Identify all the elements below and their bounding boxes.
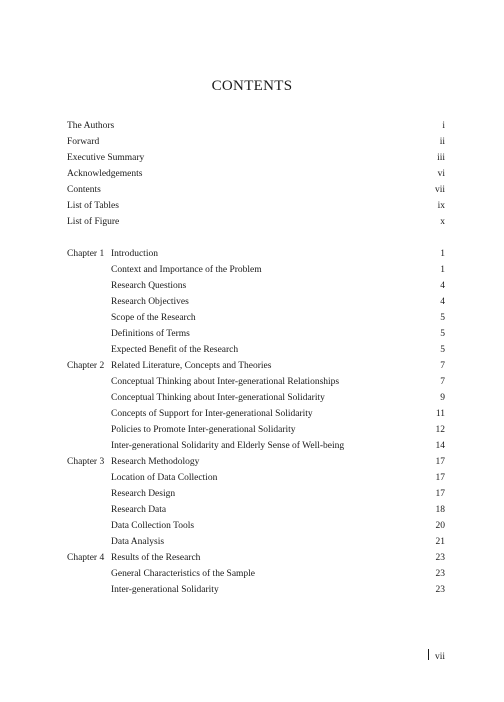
section-entry[interactable] <box>67 486 445 502</box>
toc-entry-label: Acknowledgements <box>67 169 143 179</box>
section-entry[interactable] <box>67 438 445 454</box>
toc-entry[interactable] <box>67 182 445 198</box>
chapter-page: 17 <box>435 457 445 467</box>
section-page: 4 <box>440 281 445 291</box>
section-title: Context and Importance of the Problem <box>111 265 262 275</box>
section-title: Data Collection Tools <box>111 521 195 531</box>
section-title: Scope of the Research <box>111 313 196 323</box>
section-entry[interactable] <box>67 390 445 406</box>
section-page: 5 <box>440 313 445 323</box>
section-page: 18 <box>435 505 445 515</box>
chapter-title: Introduction <box>111 249 158 259</box>
chapter-number: Chapter 3 <box>67 457 105 467</box>
section-title: Research Data <box>111 505 167 515</box>
chapter-title: Related Literature, Concepts and Theories <box>111 361 272 371</box>
section-title: Conceptual Thinking about Inter-generational Solidarity <box>111 393 325 403</box>
toc-entry[interactable] <box>67 198 445 214</box>
chapter-entry[interactable] <box>67 246 445 262</box>
toc-entry-page: i <box>442 121 445 131</box>
section-page: 12 <box>435 425 445 435</box>
section-entry[interactable] <box>67 294 445 310</box>
section-title: Data Analysis <box>111 537 165 547</box>
chapter-title: Research Methodology <box>111 457 200 467</box>
section-page: 21 <box>435 537 445 547</box>
section-title: Inter-generational Solidarity and Elderly Sense of Well-being <box>111 441 345 451</box>
section-title: Definitions of Terms <box>111 329 190 339</box>
toc-entry-label: List of Tables <box>67 201 119 211</box>
chapter-entry[interactable] <box>67 358 445 374</box>
toc-entry-label: List of Figure <box>67 217 120 227</box>
section-title: Research Design <box>111 489 176 499</box>
section-page: 9 <box>440 393 445 403</box>
table-of-contents <box>67 118 445 598</box>
toc-entry[interactable] <box>67 166 445 182</box>
toc-entry-page: iii <box>437 153 445 163</box>
toc-entry-label: Contents <box>67 185 101 195</box>
section-page: 14 <box>435 441 445 451</box>
section-page: 20 <box>435 521 445 531</box>
section-spacer <box>67 230 445 246</box>
section-page: 5 <box>440 329 445 339</box>
section-entry[interactable] <box>67 342 445 358</box>
section-page: 17 <box>435 489 445 499</box>
section-entry[interactable] <box>67 278 445 294</box>
chapter-title: Results of the Research <box>111 553 201 563</box>
toc-entry-page: vii <box>434 185 445 195</box>
chapter-3-group <box>67 454 445 550</box>
chapter-entry[interactable] <box>67 550 445 566</box>
section-title: Policies to Promote Inter-generational Solidarity <box>111 425 296 435</box>
section-entry[interactable] <box>67 470 445 486</box>
section-title: Conceptual Thinking about Inter-generational Relationships <box>111 377 340 387</box>
section-page: 11 <box>435 409 445 419</box>
footer-divider <box>428 649 429 660</box>
section-entry[interactable] <box>67 502 445 518</box>
chapter-number: Chapter 4 <box>67 553 105 563</box>
chapter-number: Chapter 2 <box>67 361 105 371</box>
chapter-1-group <box>67 246 445 358</box>
section-page: 23 <box>435 585 445 595</box>
section-title: Concepts of Support for Inter-generational Solidarity <box>111 409 313 419</box>
toc-entry-page: ix <box>437 201 445 211</box>
page-footer <box>428 649 445 664</box>
section-title: Inter-generational Solidarity <box>111 585 219 595</box>
section-entry[interactable] <box>67 534 445 550</box>
chapter-number: Chapter 1 <box>67 249 105 259</box>
section-page: 17 <box>435 473 445 483</box>
toc-entry-page: ii <box>439 137 445 147</box>
section-title: Research Objectives <box>111 297 189 307</box>
chapter-entry[interactable] <box>67 454 445 470</box>
toc-entry[interactable] <box>67 214 445 230</box>
toc-entry-label: Forward <box>67 137 100 147</box>
section-page: 5 <box>440 345 445 355</box>
section-entry[interactable] <box>67 422 445 438</box>
chapter-page: 23 <box>435 553 445 563</box>
toc-entry-label: The Authors <box>67 121 115 131</box>
chapter-page: 7 <box>440 361 445 371</box>
section-entry[interactable] <box>67 518 445 534</box>
section-entry[interactable] <box>67 582 445 598</box>
section-page: 7 <box>440 377 445 387</box>
chapter-2-group <box>67 358 445 454</box>
section-title: Location of Data Collection <box>111 473 218 483</box>
toc-entry-page: vi <box>437 169 445 179</box>
section-page: 23 <box>435 569 445 579</box>
section-entry[interactable] <box>67 374 445 390</box>
page-title: CONTENTS <box>211 78 293 94</box>
section-entry[interactable] <box>67 310 445 326</box>
chapter-page: 1 <box>440 249 445 259</box>
section-entry[interactable] <box>67 326 445 342</box>
toc-entry[interactable] <box>67 150 445 166</box>
toc-entry[interactable] <box>67 134 445 150</box>
section-title: Expected Benefit of the Research <box>111 345 239 355</box>
section-title: General Characteristics of the Sample <box>111 569 256 579</box>
section-page: 4 <box>440 297 445 307</box>
section-entry[interactable] <box>67 406 445 422</box>
toc-entry[interactable] <box>67 118 445 134</box>
section-entry[interactable] <box>67 262 445 278</box>
chapter-4-group <box>67 550 445 598</box>
section-entry[interactable] <box>67 566 445 582</box>
page-number: vii <box>434 652 445 662</box>
toc-entry-page: x <box>440 217 445 227</box>
toc-entry-label: Executive Summary <box>67 153 145 163</box>
front-matter-list <box>67 118 445 230</box>
section-page: 1 <box>440 265 445 275</box>
section-title: Research Questions <box>111 281 187 291</box>
